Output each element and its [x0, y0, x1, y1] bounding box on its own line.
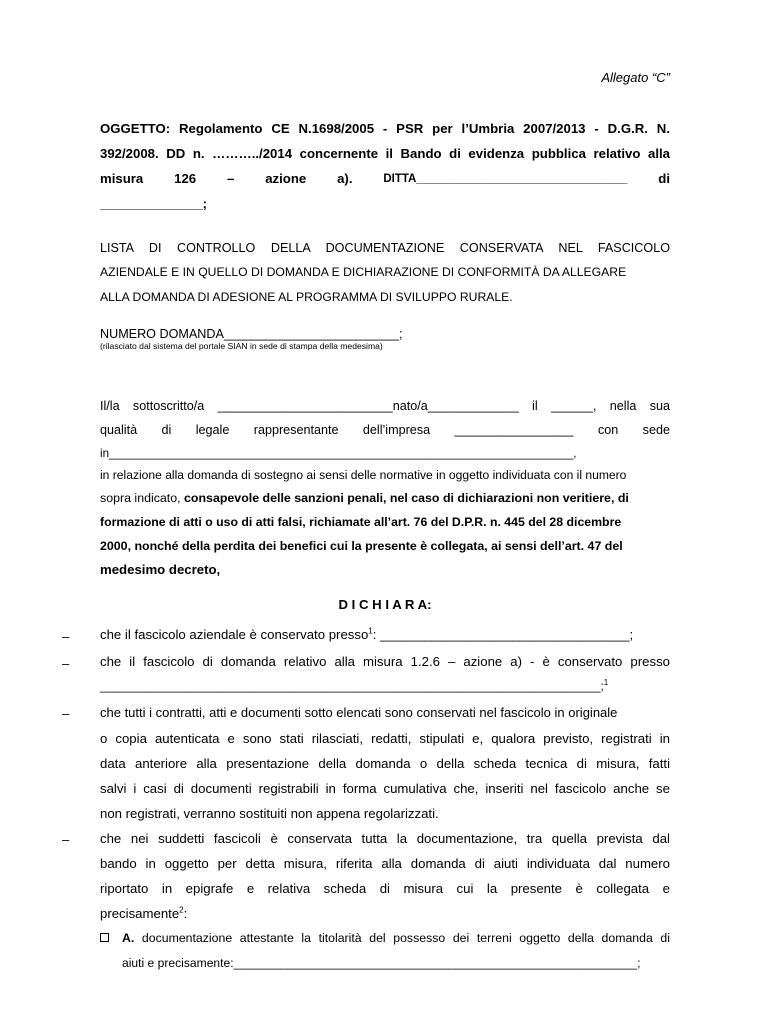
item-3-line-2: o copia autenticata e sono stati rilasciati, redatti, stipulati e, qualora previsto, registrati in: [100, 731, 670, 746]
ditta-field: DITTA_________________________________: [383, 173, 628, 185]
item-1-tail: : __________________________________;: [372, 627, 634, 642]
body-line-6: formazione di atti o uso di atti falsi, richiamate all’art. 76 del D.P.R. n. 445 del 28 dicembre: [100, 515, 622, 529]
oggetto-line-4: ______________;: [100, 196, 208, 211]
body-line-8: medesimo decreto,: [100, 562, 221, 577]
oggetto-line-3: [100, 171, 670, 187]
check-a-line-1: [122, 930, 670, 946]
item-2-line-2: [100, 679, 670, 695]
footnote-ref: 1: [603, 678, 609, 688]
bullet-dash: –: [62, 832, 70, 847]
body-line-3: in________________________________________________________________________,: [100, 447, 577, 460]
item-4-line-1: che nei suddetti fascicoli è conservata tutta la documentazione, tra quella prevista dal: [100, 831, 670, 846]
item-3-line-4: salvi i casi di documenti registrabili in forma cumulativa che, inseriti nel fascicolo anche se: [100, 781, 670, 796]
allegato-label: Allegato “C”: [601, 70, 670, 85]
oggetto-word: –: [226, 171, 235, 186]
oggetto-word: 126: [174, 171, 197, 186]
item-2-blank: _____________________________________________________________________________;: [100, 680, 604, 693]
bullet-dash: –: [62, 706, 70, 721]
body-line-7: 2000, nonché della perdita dei benefici cui la presente è collegata, ai sensi dell’art. 47 del: [100, 539, 623, 553]
oggetto-word: di: [658, 171, 670, 186]
body-line-2: qualità di legale rappresentante dell’impresa _________________ con sede: [100, 423, 670, 437]
bullet-dash: –: [62, 656, 70, 671]
footnote-ref: 1: [368, 626, 373, 636]
oggetto-word: a).: [337, 171, 353, 186]
item-4-line-4: [100, 906, 670, 922]
item-4-text: precisamente: [100, 906, 180, 921]
body-line-1: Il/la sottoscritto/a _________________________nato/a_____________ il ______, nella sua: [100, 399, 670, 413]
numero-domanda-note: (rilasciato dal sistema del portale SIAN in sede di stampa della medesima): [100, 341, 383, 351]
item-2-line-1: che il fascicolo di domanda relativo alla misura 1.2.6 – azione a) - è conservato presso: [100, 654, 670, 669]
lista-line-1: LISTA DI CONTROLLO DELLA DOCUMENTAZIONE CONSERVATA NEL FASCICOLO: [100, 241, 670, 255]
bullet-dash: –: [62, 629, 70, 644]
item-4-line-3: riportato in epigrafe e relativa scheda di misura cui la presente è collegata e: [100, 881, 670, 896]
item-4-tail: :: [183, 906, 188, 921]
check-a-line-2: aiuti e precisamente:____________________________________________________________;: [122, 956, 641, 970]
check-a-letter: A.: [122, 931, 135, 945]
footnote-ref: 2: [179, 905, 184, 915]
body-line-5-bold: consapevole delle sanzioni penali, nel caso di dichiarazioni non veritiere, di: [184, 491, 629, 505]
body-line-5-normal: sopra indicato,: [100, 491, 185, 505]
item-3-line-3: data anteriore alla presentazione della domanda o della scheda tecnica di misura, fatti: [100, 756, 670, 771]
checkbox-a[interactable]: [100, 933, 109, 942]
oggetto-word: misura: [100, 171, 144, 186]
dichiara-heading: D I C H I A R A:: [338, 597, 432, 612]
item-4-line-2: bando in oggetto per detta misura, riferita alla domanda di aiuti individuata dal numero: [100, 856, 670, 871]
check-a-text: documentazione attestante la titolarità del possesso dei terreni oggetto della domanda di: [141, 931, 670, 945]
oggetto-word: azione: [265, 171, 307, 186]
lista-line-3: ALLA DOMANDA DI ADESIONE AL PROGRAMMA DI SVILUPPO RURALE.: [100, 290, 513, 304]
item-3-line-1: che tutti i contratti, atti e documenti sotto elencati sono conservati nel fascicolo in originale: [100, 705, 618, 720]
numero-domanda: NUMERO DOMANDA_________________________;: [100, 327, 403, 341]
lista-line-2: AZIENDALE E IN QUELLO DI DOMANDA E DICHIARAZIONE DI CONFORMITÀ DA ALLEGARE: [100, 265, 627, 279]
item-3-line-5: non registrati, verranno sostituiti non appena regolarizzati.: [100, 806, 439, 821]
oggetto-line-2: 392/2008. DD n. ………../2014 concernente il Bando di evidenza pubblica relativo alla: [100, 146, 670, 161]
item-1-text: che il fascicolo aziendale è conservato presso: [100, 627, 369, 642]
body-line-4: in relazione alla domanda di sostegno ai sensi delle normative in oggetto individuata con il numero: [100, 468, 627, 482]
oggetto-line-1: OGGETTO: Regolamento CE N.1698/2005 - PSR per l’Umbria 2007/2013 - D.G.R. N.: [100, 121, 670, 136]
body-line-5: [100, 490, 670, 506]
item-1: [100, 627, 670, 643]
